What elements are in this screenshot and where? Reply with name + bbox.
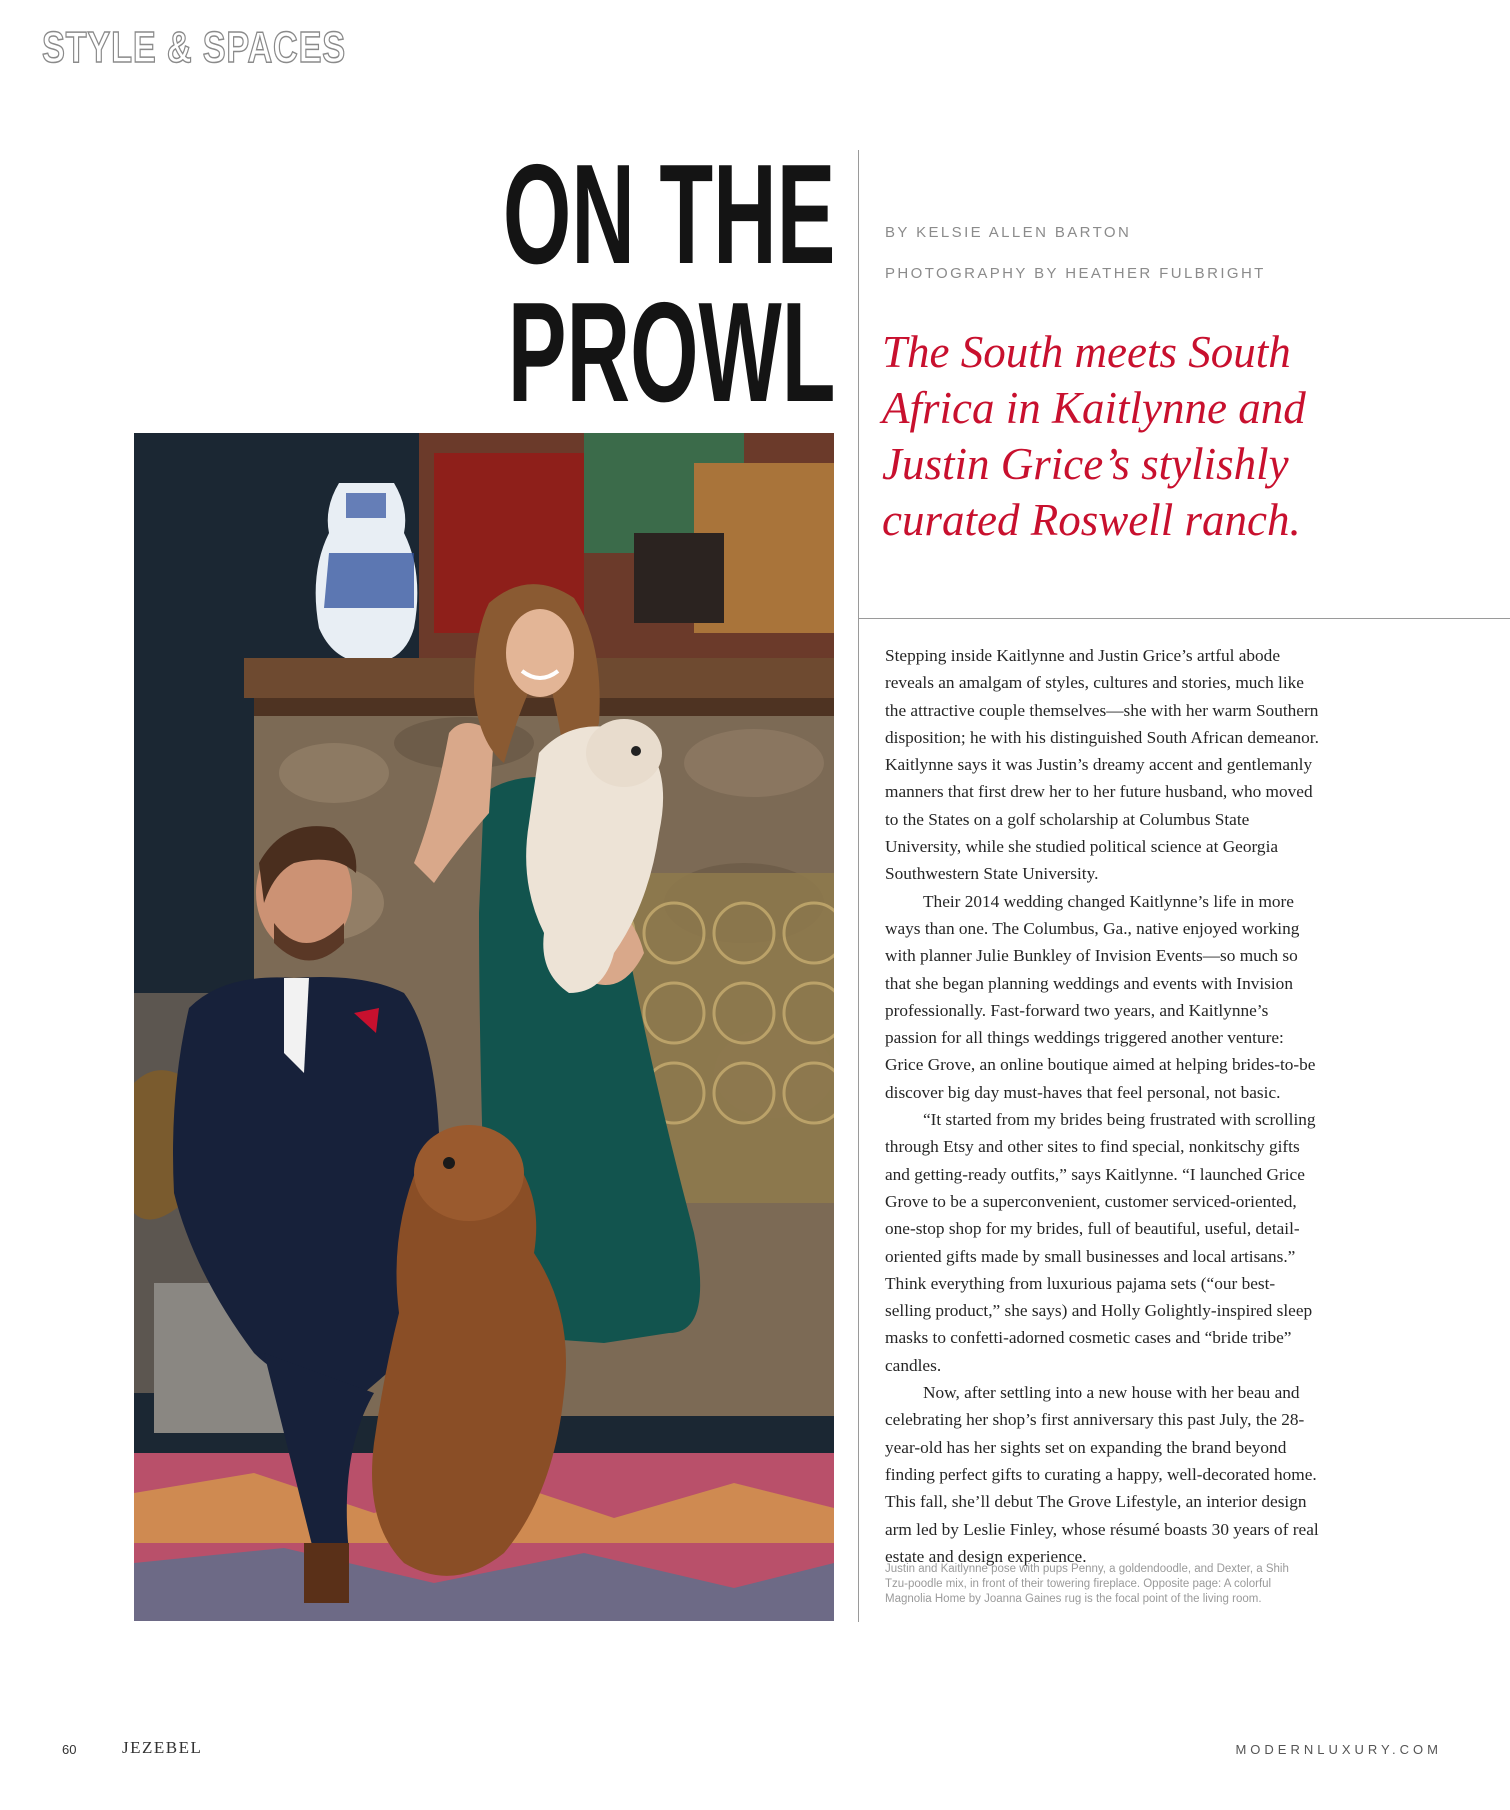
- photo-credit: PHOTOGRAPHY BY HEATHER FULBRIGHT: [885, 265, 1266, 282]
- horizontal-divider: [858, 618, 1510, 619]
- body-paragraph: Their 2014 wedding changed Kaitlynne’s life in more ways than one. The Columbus, Ga., native enjoyed working with planner Julie Bunkley of Invision Events—so much so that she began planning weddings and events with Invision professionally. Fast-forward two years, and Kaitlynne’s passion for all things weddings triggered another venture: Grice Grove, an online boutique aimed at helping brides-to-be discover big day must-haves that feel personal, not basic.: [885, 891, 1316, 1102]
- article-body: [885, 642, 1321, 1570]
- photo-caption: Justin and Kaitlynne pose with pups Penny, a goldendoodle, and Dexter, a Shih Tzu-poodle mix, in front of their towering fireplace. Opposite page: A colorful Magnolia Home by Joanna Gaines rug is the focal point of the living room.: [885, 1563, 1289, 1605]
- headline-line-2: PROWL: [507, 273, 835, 432]
- headline-line-1: ON THE: [502, 135, 835, 294]
- headline: [502, 135, 835, 432]
- website-url: MODERNLUXURY.COM: [1235, 1742, 1442, 1757]
- magazine-name: JEZEBEL: [122, 1738, 203, 1757]
- feature-photo-illustration: [134, 433, 834, 1621]
- page-number: 60: [62, 1742, 77, 1757]
- section-label: STYLE & SPACES: [42, 23, 346, 72]
- body-paragraph: “It started from my brides being frustrated with scrolling through Etsy and other sites to find special, nonkitschy gifts and getting-ready outfits,” says Kaitlynne. “I launched Grice Grove to be a superconvenient, customer serviced-oriented, one-stop shop for my brides, full of beautiful, useful, detail-oriented gifts made by small businesses and local artisans.” Think everything from luxurious pajama sets (“our best-selling product,” she says) and Holly Golightly-inspired sleep masks to confetti-adorned cosmetic cases and “bride tribe” candles.: [885, 1110, 1316, 1375]
- deck: The South meets South Africa in Kaitlynne and Justin Grice’s stylishly curated Roswell ranch.: [882, 327, 1306, 545]
- feature-photo: [134, 433, 834, 1621]
- vertical-divider: [858, 150, 859, 1622]
- byline: BY KELSIE ALLEN BARTON: [885, 224, 1132, 241]
- body-paragraph: Now, after settling into a new house with her beau and celebrating her shop’s first anniversary this past July, the 28-year-old has her sights set on expanding the brand beyond finding perfect gifts to curating a happy, well-decorated home. This fall, she’ll debut The Grove Lifestyle, an interior design arm led by Leslie Finley, whose résumé boasts 30 years of real estate and design experience.: [885, 1383, 1319, 1566]
- body-paragraph: Stepping inside Kaitlynne and Justin Grice’s artful abode reveals an amalgam of styles, cultures and stories, much like the attractive couple themselves—she with her warm Southern disposition; he with his distinguished South African demeanor. Kaitlynne says it was Justin’s dreamy accent and gentlemanly manners that first drew her to her future husband, who moved to the States on a golf scholarship at Columbus State University, while she studied political science at Georgia Southwestern State University.: [885, 646, 1319, 884]
